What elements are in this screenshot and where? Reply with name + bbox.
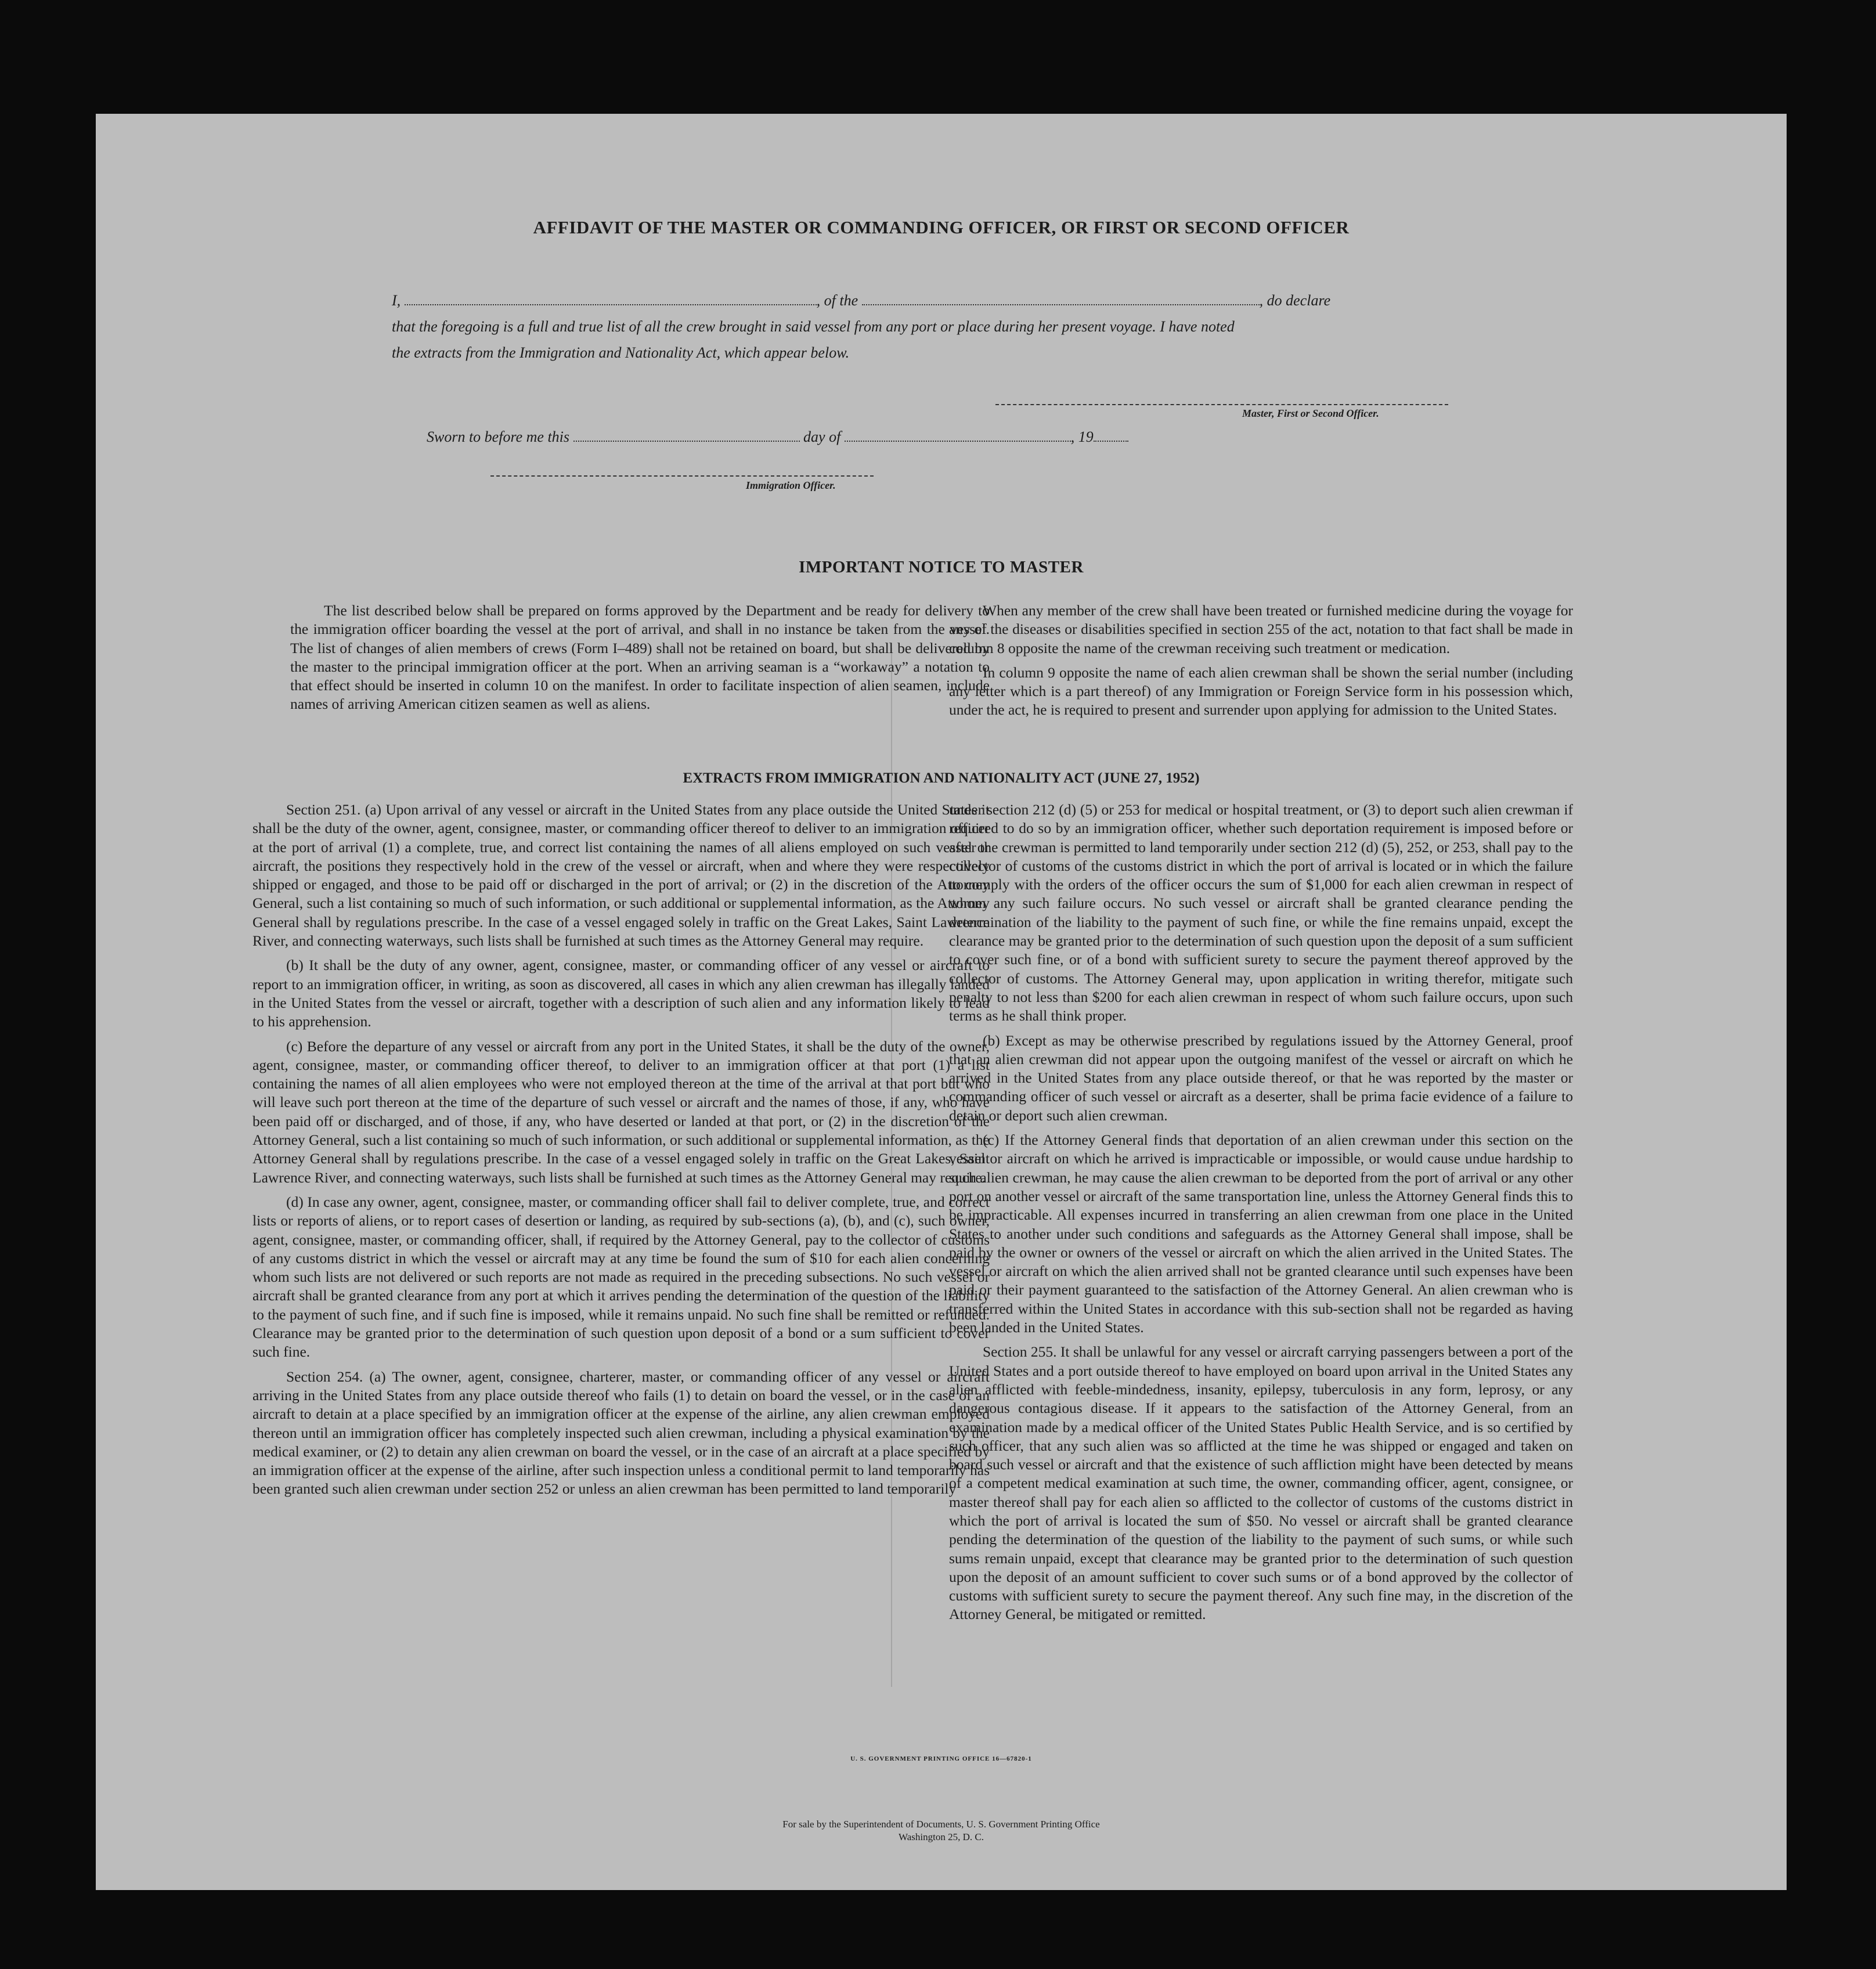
name-blank[interactable] [405,291,817,305]
master-signature-label: Master, First or Second Officer. [1242,407,1379,419]
section-254-a: Section 254. (a) The owner, agent, consignee, charterer, master, or commanding officer of any vessel or aircraft arriving in the United States from any place outside thereof who fails (1) to detain on board the vessel, or in the case of an aircraft to detain at a place specified by an immigration officer at the expense of the airline, any alien crewman employed thereon until an immigration officer has completely inspected such alien crewman, including a physical examination by the medical examiner, or (2) to detain any alien crewman on board the vessel, or in the case of an aircraft at a place specified by an immigration officer at the expense of the airline, after such inspection unless a conditional permit to land temporarily has been granted such alien crewman under section 252 or unless an alien crewman has been permitted to land temporarily [252,1368,990,1498]
master-signature-line[interactable] [995,404,1448,405]
section-251-d: (d) In case any owner, agent, consignee, master, or commanding officer shall fail to deliver complete, true, and correct lists or reports of aliens, or to report cases of desertion or landing, as required by sub-sections (a), (b), and (c), such owner, agent, consignee, master, or commanding officer, shall, if required by the Attorney General, pay to the collector of customs of any customs district in which the vessel or aircraft may at any time be found the sum of $10 for each alien concerning whom such lists are not delivered or such reports are not made as required in the preceding subsections. No such vessel or aircraft shall be granted clearance from any port at which it arrives pending the determination of the question of the liability to the payment of such fine, and if such fine is imposed, while it remains unpaid. No such fine shall be remitted or refunded. Clearance may be granted prior to the determination of such question upon deposit of a bond or a sum sufficient to cover such fine. [252,1193,990,1361]
of-the-label: , of the [816,292,858,309]
section-251-b: (b) It shall be the duty of any owner, agent, consignee, master, or commanding officer of any vessel or aircraft to report to an immigration officer, in writing, as soon as discovered, all cases in which any alien crewman has illegally landed in the United States from the vessel or aircraft, together with a description of such alien and any information likely to lead to his apprehension. [252,957,990,1030]
day-of-label: day of [803,428,841,445]
extracts-title: EXTRACTS FROM IMMIGRATION AND NATIONALITY ACT (JUNE 27, 1952) [683,770,1200,786]
notice-right-paragraph-1: When any member of the crew shall have been treated or furnished medicine during the voyage for any of the diseases or disabilities specified in section 255 of the act, notation to that fact shall be made in column 8 opposite the name of the crewman receiving such treatment or medication. [949,602,1573,657]
notice-title: IMPORTANT NOTICE TO MASTER [799,558,1084,576]
section-254-b: (b) Except as may be otherwise prescribed by regulations issued by the Attorney General, proof that an alien crewman did not appear upon the outgoing manifest of the vessel or aircraft on which he arrived in the United States from any place outside thereof, or that he was reported by the master or commanding officer of such vessel or aircraft as a deserter, shall be prima facie evidence of a failure to detain or deport such alien crewman. [949,1032,1573,1124]
document-sheet [96,114,1787,1890]
handwriting-mark [984,244,991,275]
officer-signature-line[interactable] [490,475,874,477]
notice-left-column [290,601,990,720]
sworn-month-blank[interactable] [845,428,1071,442]
sworn-label: Sworn to before me this [427,428,570,445]
section-255: Section 255. It shall be unlawful for any vessel or aircraft carrying passengers between a port of the United States and a port outside thereof to have employed on board upon arrival in the United States any alien afflicted with feeble-mindedness, insanity, epilepsy, tuberculosis in any form, leprosy, or any dangerous contagious disease. If it appears to the satisfaction of the Attorney General, from an examination made by a medical officer of the United States Public Health Service, and is so certified by such officer, that any such alien was so afflicted at the time he was shipped or engaged and taken on board such vessel or aircraft and that the existence of such affliction might have been detected by means of a competent medical examination at such time, the owner, commanding officer, agent, consignee, or master thereof shall pay for each alien so afflicted to the collector of customs of the customs district in which the port of arrival is located the sum of $50. No vessel or aircraft shall be granted clearance pending the determination of the question of the liability to the payment of such sums, or while such sums remain unpaid, except that clearance may be granted prior to the determination of such question upon the deposit of an amount sufficient to cover such sums or of a bond approved by the collector of customs with sufficient surety to secure the payment thereof. Any such fine may, in the discretion of the Attorney General, be mitigated or remitted. [949,1343,1573,1623]
section-251-a: Section 251. (a) Upon arrival of any vessel or aircraft in the United States from any place outside the United States it shall be the duty of the owner, agent, consignee, master, or commanding officer thereof to deliver to an immigration officer at the port of arrival (1) a complete, true, and correct list containing the names of all aliens employed on such vessel or aircraft, the positions they respectively hold in the crew of the vessel or aircraft, when and where they were respectively shipped or engaged, and those to be paid off or discharged in the port of arrival; or (2) in the discretion of the Attorney General, such a list containing so much of such information, or such additional or supplemental information, as the Attorney General shall by regulations prescribe. In the case of a vessel engaged solely in traffic on the Great Lakes, Saint Lawrence River, and connecting waterways, such lists shall be furnished at such times as the Attorney General may require. [252,801,990,950]
section-251-c: (c) Before the departure of any vessel or aircraft from any port in the United States, it shall be the duty of the owner, agent, consignee, master, or commanding officer thereof, to deliver to an immigration officer at that port (1) a list containing the names of all alien employees who were not employed thereon at the time of the arrival at that port but who will leave such port thereon at the time of the departure of such vessel or aircraft and the names of those, if any, who have been paid off or discharged, and of those, if any, who have deserted or landed at that port, or (2) in the discretion of the Attorney General, such a list containing so much of such information, or such additional or supplemental information, as the Attorney General shall by regulations prescribe. In the case of a vessel engaged solely in traffic on the Great Lakes, Saint Lawrence River, and connecting waterways, such lists shall be furnished at such times as the Attorney General may require. [252,1037,990,1186]
sworn-line [427,424,1721,450]
section-254-c: (c) If the Attorney General finds that deportation of an alien crewman under this section on the vessel or aircraft on which he arrived is impracticable or impossible, or would cause undue hardship to such alien crewman, he may cause the alien crewman to be deported from the port of arrival or any other port on another vessel or aircraft of the same transportation line, unless the Attorney General finds this to be impracticable. All expenses incurred in transferring an alien crewman from one place in the United States to another under such conditions and safeguards as the Attorney General shall impose, shall be paid by the owner or owners of the vessel or aircraft on which the alien arrived in the United States. The vessel or aircraft on which the alien arrived shall not be granted clearance until such expenses have been paid or their payment guaranteed to the satisfaction of the Attorney General. An alien crewman who is transferred within the United States in accordance with this sub-section shall not be regarded as having been landed in the United States. [949,1131,1573,1336]
do-declare-label: , do declare [1259,292,1331,309]
vessel-blank[interactable] [862,291,1260,305]
affidavit-i-label: I, [392,292,401,309]
sworn-day-blank[interactable] [573,428,800,442]
sale-notice-line-1: For sale by the Superintendent of Documents, U. S. Government Printing Office [782,1819,1100,1830]
section-254-a-continued: under section 212 (d) (5) or 253 for medical or hospital treatment, or (3) to deport such alien crewman if required to do so by an immigration officer, whether such deportation requirement is imposed before or after the crewman is permitted to land temporarily under section 212 (d) (5), 252, or 253, shall pay to the collector of customs of the customs district in which the port of arrival is located or in which the failure to comply with the orders of the officer occurs the sum of $1,000 for each alien crewman in respect of whom any such failure occurs. No such vessel or aircraft shall be granted clearance pending the determination of the liability to the payment of such fine, or while the fine remains unpaid, except the clearance may be granted prior to the determination of such question upon the deposit of a sum sufficient to cover such fine, or of a bond with sufficient surety to secure the payment thereof approved by the collector of customs. The Attorney General may, upon application in writing therefor, mitigate such penalty to not less than $200 for each alien crewman in respect of whom such failure occurs, upon such terms as he shall think proper. [949,801,1573,1025]
sale-notice-line-2: Washington 25, D. C. [899,1831,984,1842]
page-title: AFFIDAVIT OF THE MASTER OR COMMANDING OFFICER, OR FIRST OR SECOND OFFICER [533,217,1350,237]
year-label: , 19 [1070,428,1094,445]
notice-left-paragraph: The list described below shall be prepared on forms approved by the Department and be ready for delivery to the immigration officer boarding the vessel at the port of arrival, and shall in no instance be taken from the vessel. The list of changes of alien members of crews (Form I–489) shall not be retained on board, but shall be delivered by the master to the principal immigration officer at the port. When an arriving seaman is a “workaway” a notation to that effect should be inserted in column 10 on the manifest. In order to facilitate inspection of alien seamen, include names of arriving American citizen seamen as well as aliens. [290,602,990,713]
affidavit-text-line-3: the extracts from the Immigration and Nationality Act, which appear below. [392,344,850,361]
extracts-left-column [252,800,990,1505]
affidavit-declaration-line [392,288,1686,313]
notice-right-column [949,601,1573,726]
printing-office-code: U. S. GOVERNMENT PRINTING OFFICE 16—67820-1 [850,1755,1032,1762]
extracts-right-column [949,800,1573,1630]
notice-right-paragraph-2: In column 9 opposite the name of each alien crewman shall be shown the serial number (including any letter which is a part thereof) of any Immigration or Foreign Service form in his possession which, under the act, he is required to present and surrender upon applying for admission to the United States. [949,663,1573,719]
officer-signature-label: Immigration Officer. [746,479,836,491]
sworn-year-blank[interactable] [1094,428,1128,442]
affidavit-text-line-2: that the foregoing is a full and true list of all the crew brought in said vessel from any port or place during her present voyage. I have noted [392,318,1235,335]
